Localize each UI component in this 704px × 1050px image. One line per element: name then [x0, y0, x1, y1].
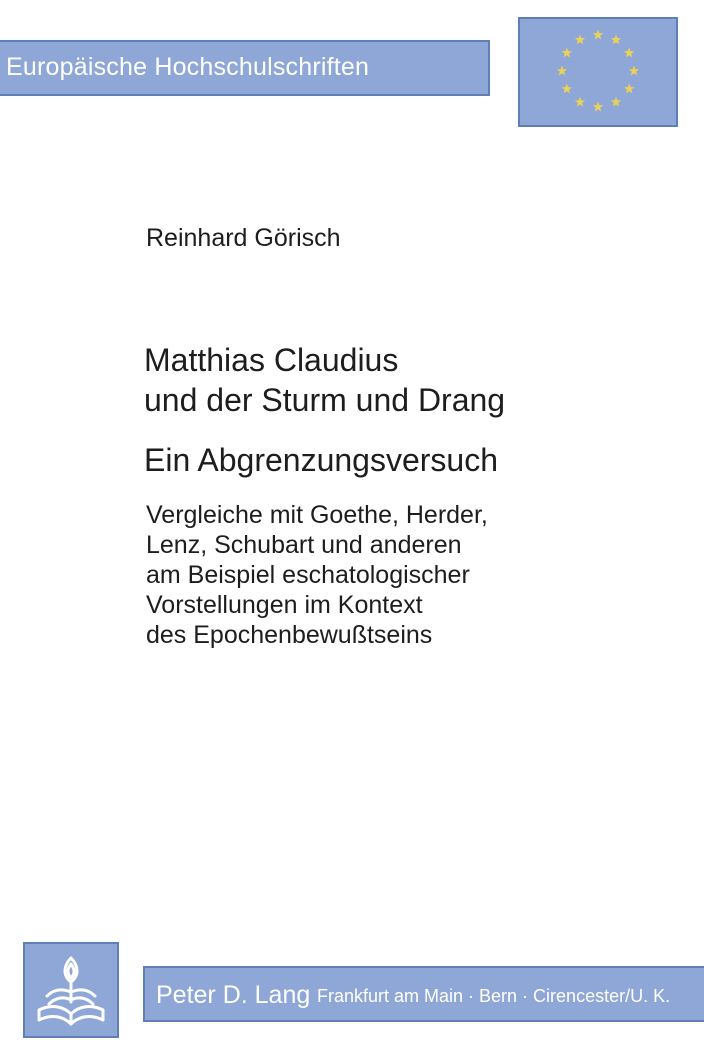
publisher-name: Peter D. Lang — [156, 981, 311, 1009]
publisher-band — [143, 966, 704, 1022]
publisher-places: Frankfurt am Main · Bern · Cirencester/U. K. — [317, 986, 671, 1006]
star-icon — [575, 97, 585, 107]
tree-book-logo-icon — [23, 942, 119, 1038]
description-line: Lenz, Schubart und anderen — [146, 531, 462, 559]
star-icon — [611, 97, 621, 107]
star-icon — [575, 34, 585, 44]
series-band — [0, 40, 490, 96]
star-icon — [593, 30, 603, 40]
star-icon — [611, 34, 621, 44]
star-icon — [624, 48, 634, 58]
book-subtitle: Ein Abgrenzungsversuch — [144, 442, 498, 478]
book-title — [144, 340, 505, 420]
star-icon — [562, 84, 572, 94]
description-line: des Epochenbewußtseins — [146, 621, 433, 649]
star-icon — [557, 66, 567, 76]
star-icon — [562, 48, 572, 58]
description-line: Vergleiche mit Goethe, Herder, — [146, 501, 488, 529]
description-line: Vorstellungen im Kontext — [146, 591, 423, 619]
author-name: Reinhard Görisch — [146, 224, 341, 252]
title-line: und der Sturm und Drang — [144, 382, 506, 418]
book-description — [146, 500, 488, 650]
star-icon — [593, 102, 603, 112]
description-line: am Beispiel eschatologischer — [146, 561, 470, 589]
eu-stars-icon — [518, 17, 678, 127]
title-line: Matthias Claudius — [144, 342, 399, 378]
series-title: Europäische Hochschulschriften — [6, 53, 370, 81]
star-icon — [624, 84, 634, 94]
star-icon — [629, 66, 639, 76]
